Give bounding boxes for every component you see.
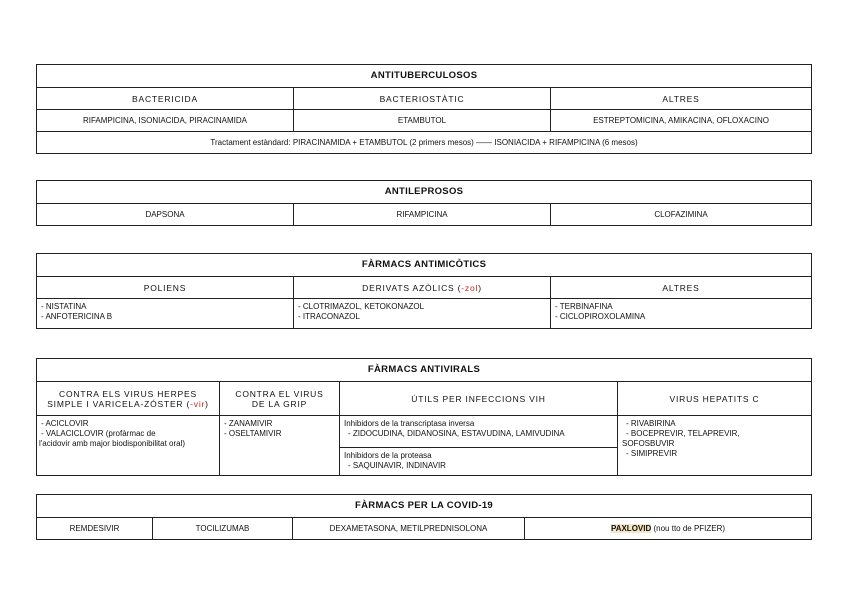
header-herpes [37, 382, 220, 416]
list-item: Inhibidors de la transcriptasa inversa [344, 419, 475, 428]
list-item: - CICLOPIROXOLAMINA [555, 312, 646, 321]
cell-azolics [294, 299, 551, 329]
cell-vih-proteasa [340, 448, 618, 476]
cell-dexametasona: DEXAMETASONA, METILPREDNISOLONA [293, 518, 525, 540]
header-poliens: POLIENS [37, 277, 294, 299]
antituberculosos-table [36, 64, 812, 154]
cell-dapsona: DAPSONA [37, 204, 294, 226]
list-item: - SAQUINAVIR, INDINAVIR [348, 461, 446, 470]
antileprosos-title: ANTILEPROSOS [37, 181, 812, 204]
cell-tocilizumab: TOCILIZUMAB [153, 518, 293, 540]
list-item: SOFOSBUVIR [622, 439, 675, 448]
header-grip [220, 382, 340, 416]
list-item: l'acidovir amb major biodisponibilitat oral) [39, 439, 186, 448]
antituberculosos-title: ANTITUBERCULOSOS [37, 65, 812, 88]
list-item: - OSELTAMIVIR [224, 429, 282, 438]
header-grip-line1: CONTRA EL VIRUS [235, 388, 324, 399]
paxlovid-highlight: PAXLOVID [610, 523, 652, 533]
header-herpes-label: SIMPLE I VARICELA-ZÓSTER ( [47, 398, 191, 409]
header-herpes-line2 [41, 399, 215, 409]
header-vih: ÚTILS PER INFECCIONS VIH [340, 382, 618, 416]
covid-table [36, 494, 812, 540]
cell-remdesivir: REMDESIVIR [37, 518, 153, 540]
header-azolics-label: DERIVATS AZÒLICS ( [362, 282, 462, 293]
header-herpes-line1: CONTRA ELS VIRUS HERPES [59, 388, 197, 399]
header-grip-line2: DE LA GRIP [251, 398, 308, 409]
antileprosos-table [36, 180, 812, 226]
list-item: - SIMIPREVIR [626, 449, 678, 458]
list-item: - VALACICLOVIR (profàrmac de [41, 429, 156, 438]
herpes-suffix: -vir [190, 398, 206, 409]
cell-clofazimina: CLOFAZIMINA [551, 204, 812, 226]
cell-rifampicina: RIFAMPICINA [294, 204, 551, 226]
cell-herpes [37, 416, 220, 476]
header-azolics [294, 277, 551, 299]
list-item: - ZIDOCUDINA, DIDANOSINA, ESTAVUDINA, LAMIVUDINA [348, 429, 565, 438]
header-bacteriostatic: BACTERIOSTÀTIC [294, 88, 551, 110]
list-item: - TERBINAFINA [555, 302, 613, 311]
list-item: - ANFOTERICINA B [41, 312, 113, 321]
cell-hepatitis [618, 416, 812, 476]
header-hepatitis: VIRUS HEPATITS C [618, 382, 812, 416]
antimicotics-table [36, 253, 812, 329]
cell-bacteriostatic: ETAMBUTOL [294, 110, 551, 132]
list-item: Inhibidors de la proteasa [344, 451, 432, 460]
list-item: - BOCEPREVIR, TELAPREVIR, [626, 429, 740, 438]
cell-paxlovid [525, 518, 812, 540]
list-item: - RIVABIRINA [626, 419, 676, 428]
cell-vih-transcriptasa [340, 416, 618, 448]
header-altres-micotics: ALTRES [551, 277, 812, 299]
covid-title: FÀRMACS PER LA COVID-19 [37, 495, 812, 518]
antimicotics-title: FÀRMACS ANTIMICÒTICS [37, 254, 812, 277]
paxlovid-note: (nou tto de PFIZER) [651, 523, 726, 533]
cell-grip [220, 416, 340, 476]
tractament-estandard-note: Tractament estàndard: PIRACINAMIDA + ETAMBUTOL (2 primers mesos) —— ISONIACIDA + RIFAMPICINA (6 mesos) [37, 132, 812, 154]
azolics-suffix: -zol [461, 282, 479, 293]
list-item: - NISTATINA [41, 302, 87, 311]
list-item: - ACICLOVIR [41, 419, 89, 428]
header-bactericida: BACTERICIDA [37, 88, 294, 110]
antivirals-table [36, 358, 812, 476]
list-item: - ITRACONAZOL [298, 312, 360, 321]
list-item: - CLOTRIMAZOL, KETOKONAZOL [298, 302, 425, 311]
cell-altres: ESTREPTOMICINA, AMIKACINA, OFLOXACINO [551, 110, 812, 132]
header-altres: ALTRES [551, 88, 812, 110]
cell-altres-micotics [551, 299, 812, 329]
herpes-close: ) [205, 398, 209, 409]
list-item: - ZANAMIVIR [224, 419, 273, 428]
antivirals-title: FÀRMACS ANTIVIRALS [37, 359, 812, 382]
cell-bactericida: RIFAMPICINA, ISONIACIDA, PIRACINAMIDA [37, 110, 294, 132]
azolics-close: ) [478, 282, 482, 293]
cell-poliens [37, 299, 294, 329]
